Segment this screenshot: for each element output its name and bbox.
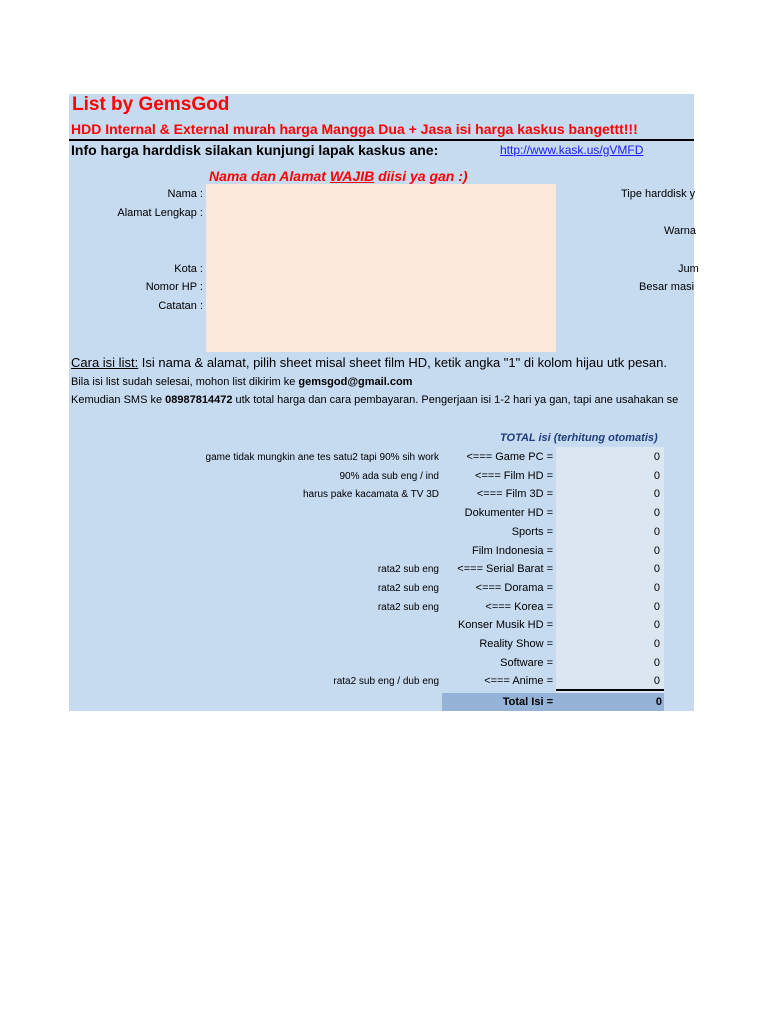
row-note: harus pake kacamata & TV 3D (303, 489, 439, 500)
row-note: rata2 sub eng (377, 564, 439, 575)
row-note: rata2 sub eng (377, 602, 439, 613)
row-category: <=== Film 3D = (476, 488, 553, 500)
row-category: Reality Show = (479, 638, 553, 650)
phone-number: 08987814472 (165, 394, 233, 406)
notice-after: diisi ya gan :) (374, 168, 468, 184)
order-form-input-area[interactable] (206, 184, 556, 352)
row-category: <=== Korea = (485, 601, 553, 613)
total-value: 0 (655, 696, 662, 708)
instructions-line-2 (71, 376, 412, 388)
label-tipe-harddisk: Tipe harddisk y (621, 188, 696, 200)
page-subtitle: HDD Internal & External murah harga Mangga Dua + Jasa isi harga kaskus bangettt!!! (71, 121, 638, 137)
instructions-line-3 (71, 394, 678, 406)
row-category: Sports = (511, 526, 553, 538)
row-category: <=== Game PC = (466, 451, 553, 463)
cara-text: Isi nama & alamat, pilih sheet misal sheet film HD, ketik angka "1" di kolom hijau utk pesan. (138, 355, 667, 370)
send-list-text: Bila isi list sudah selesai, mohon list dikirim ke (71, 376, 299, 388)
info-text: Info harga harddisk silakan kunjungi lapak kaskus ane: (71, 142, 439, 158)
row-value-cell[interactable]: 0 (653, 526, 660, 538)
email-address: gemsgod@gmail.com (298, 376, 413, 388)
row-category: Film Indonesia = (471, 545, 553, 557)
kaskus-link[interactable]: http://www.kask.us/gVMFD (500, 143, 644, 157)
row-category: Software = (500, 657, 553, 669)
label-besar-masi: Besar masi (639, 281, 695, 293)
header-divider (69, 139, 694, 141)
label-nomor-hp: Nomor HP : (145, 281, 203, 293)
row-note: 90% ada sub eng / ind (339, 471, 439, 482)
row-value-cell[interactable]: 0 (653, 563, 660, 575)
row-category: <=== Serial Barat = (457, 563, 553, 575)
row-note: rata2 sub eng (377, 583, 439, 594)
total-label: Total Isi = (502, 696, 553, 708)
row-value-cell[interactable]: 0 (653, 657, 660, 669)
row-category: Dokumenter HD = (464, 507, 553, 519)
sms-text-after: utk total harga dan cara pembayaran. Pengerjaan isi 1-2 hari ya gan, tapi ane usahakan se (232, 394, 679, 406)
spreadsheet-sheet (69, 94, 699, 711)
row-category: Konser Musik HD = (457, 619, 553, 631)
row-value-cell[interactable]: 0 (653, 638, 660, 650)
row-value-cell[interactable]: 0 (653, 675, 660, 687)
notice-before: Nama dan Alamat (209, 168, 330, 184)
row-value-cell[interactable]: 0 (653, 601, 660, 613)
row-value-cell[interactable]: 0 (653, 507, 660, 519)
sms-text: Kemudian SMS ke (71, 394, 166, 406)
notice-emphasis: WAJIB (329, 168, 375, 184)
row-category: <=== Anime = (484, 675, 553, 687)
sum-divider (556, 689, 664, 691)
row-value-cell[interactable]: 0 (653, 619, 660, 631)
label-kota: Kota : (174, 263, 203, 275)
required-notice (209, 168, 468, 184)
row-category: <=== Film HD = (475, 470, 553, 482)
row-value-cell[interactable]: 0 (653, 545, 660, 557)
page-title: List by GemsGod (72, 94, 230, 115)
label-nama: Nama : (167, 188, 203, 200)
row-note: rata2 sub eng / dub eng (333, 676, 439, 687)
row-value-cell[interactable]: 0 (653, 488, 660, 500)
label-warna: Warna (664, 225, 696, 237)
row-value-cell[interactable]: 0 (653, 451, 660, 463)
row-category: <=== Dorama = (475, 582, 553, 594)
instructions-line-1 (71, 355, 667, 370)
totals-header: TOTAL isi (terhitung otomatis) (500, 432, 658, 444)
cara-label: Cara isi list: (71, 355, 139, 370)
label-catatan: Catatan : (158, 300, 203, 312)
row-value-cell[interactable]: 0 (653, 582, 660, 594)
label-alamat: Alamat Lengkap : (117, 207, 203, 219)
row-value-cell[interactable]: 0 (653, 470, 660, 482)
row-note: game tidak mungkin ane tes satu2 tapi 90% sih work (205, 452, 439, 463)
label-jumlah: Jum (678, 263, 699, 275)
